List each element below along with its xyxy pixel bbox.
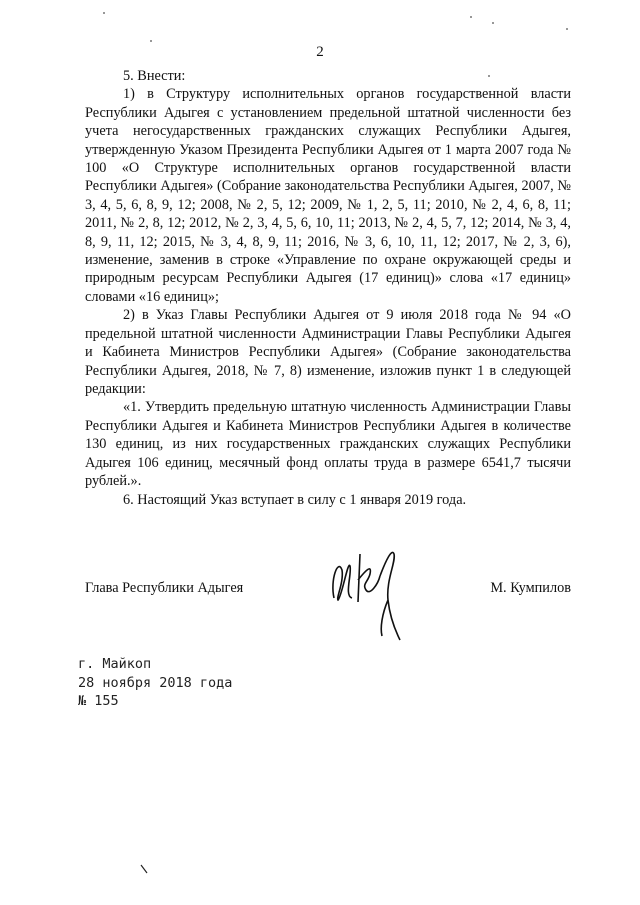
signatory-name: М. Кумпилов [490,580,571,596]
scan-speck [470,16,472,18]
main-text [85,67,571,490]
paragraph-quoted-item: «1. Утвердить предельную штатную численность Администрации Главы Республики Адыгея и Кабинета Министров Республики Адыгея в количестве 130 единиц, из них государственных гражданских служащих Республики Адыгея 106 единиц, месячный фонд оплаты труда в размере 6541,7 тысячи рублей.». [85,399,571,489]
scan-speck [103,12,105,14]
scan-speck [488,75,490,77]
page-number: 2 [316,44,324,60]
scan-mark [140,864,148,874]
scan-speck [150,40,152,42]
stamp-number: № 155 [78,693,119,709]
handwritten-signature [322,540,412,645]
paragraph-item-5: 5. Внести: [123,68,186,84]
paragraph-subitem-2: 2) в Указ Главы Республики Адыгея от 9 июля 2018 года № 94 «О предельной штатной численности Администрации Главы Республики Адыгея и Кабинета Министров Республики Адыгея» (Собрание законодательства Республики Адыгея, 2018, № 7, 8) изменение, изложив пункт 1 в следующей редакции: [85,307,571,397]
signatory-title: Глава Республики Адыгея [85,580,244,596]
scan-speck [566,28,568,30]
paragraph-subitem-1: 1) в Структуру исполнительных органов государственной власти Республики Адыгея с установлением предельной штатной численности без учета негосударственных гражданских служащих Республики Адыгея, утвержденную Указом Президента Республики Адыгея от 1 марта 2007 года № 100 «О Структуре исполнительных органов государственной власти Республики Адыгея» (Собрание законодательства Республики Адыгея, 2007, № 3, 4, 5, 6, 8, 9, 12; 2008, № 2, 5, 12; 2009, № 1, 2, 5, 11; 2010, № 2, 4, 6, 8, 11; 2011, № 2, 8, 12; 2012, № 2, 3, 4, 5, 6, 10, 11; 2013, № 2, 4, 5, 7, 12; 2014, № 3, 4, 8, 9, 11, 12; 2015, № 3, 4, 8, 9, 11; 2016, № 3, 6, 10, 11, 12; 2017, № 2, 3, 6), изменение, заменив в строке «Управление по охране окружающей среды и природным ресурсам Республики Адыгея (17 единиц)» слова «17 единиц» словами «16 единиц»; [85,86,571,305]
registration-stamp [78,655,232,711]
stamp-city: г. Майкоп [78,656,152,672]
paragraph-item-6: 6. Настоящий Указ вступает в силу с 1 января 2019 года. [123,492,467,508]
scan-speck [492,22,494,24]
stamp-date: 28 ноября 2018 года [78,674,233,691]
